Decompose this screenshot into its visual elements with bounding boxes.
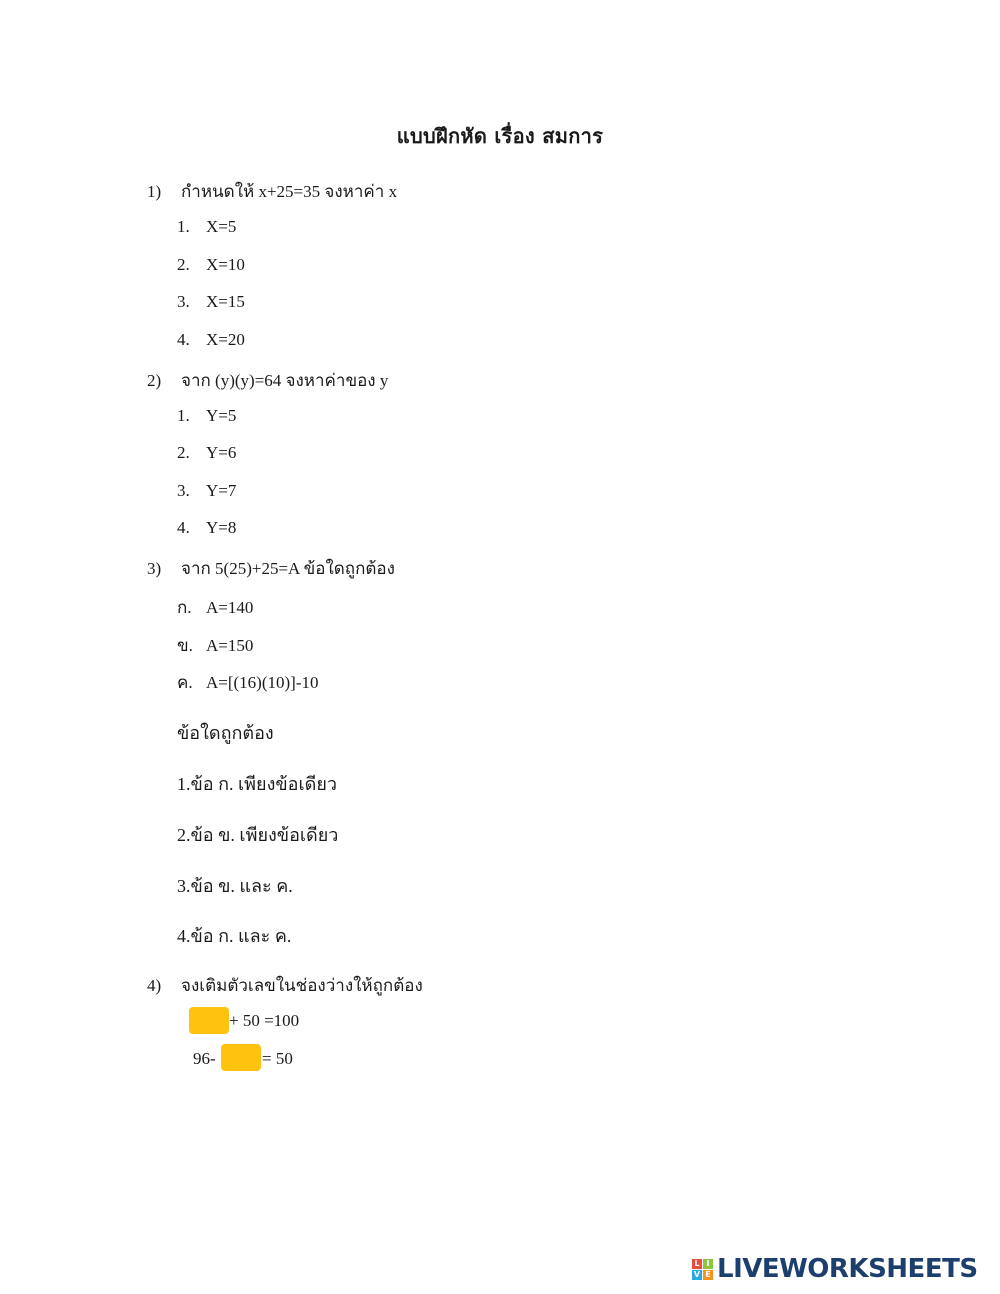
logo-letter: E bbox=[703, 1270, 713, 1280]
question-text: จงเติมตัวเลขในช่องว่างให้ถูกต้อง bbox=[181, 976, 423, 995]
statement-letter: ก. bbox=[177, 598, 192, 617]
option-item[interactable] bbox=[177, 406, 236, 426]
option-number: 1. bbox=[177, 217, 190, 236]
option-number: 3. bbox=[177, 292, 190, 311]
statement-item bbox=[177, 594, 253, 621]
option-number: 2. bbox=[177, 255, 190, 274]
option-item[interactable] bbox=[177, 443, 236, 463]
equation-text: = 50 bbox=[262, 1049, 293, 1068]
statement-item bbox=[177, 669, 319, 696]
option-text: Y=5 bbox=[206, 406, 237, 425]
statement-text: A=[(16)(10)]-10 bbox=[206, 673, 319, 692]
question-4 bbox=[147, 972, 423, 999]
logo-letter: V bbox=[693, 1270, 701, 1279]
liveworksheets-logo[interactable] bbox=[692, 1254, 978, 1284]
option-number: 4. bbox=[177, 330, 190, 349]
option-text: Y=6 bbox=[206, 443, 237, 462]
logo-letter: L bbox=[692, 1259, 702, 1269]
choice-item[interactable]: 2.ข้อ ข. เพียงข้อเดียว bbox=[177, 825, 339, 845]
logo-letter: I bbox=[703, 1259, 713, 1269]
option-number: 3. bbox=[177, 481, 190, 500]
option-item[interactable] bbox=[177, 217, 236, 237]
logo-text: LIVEWORKSHEETS bbox=[717, 1254, 978, 1284]
option-item[interactable] bbox=[177, 518, 236, 538]
page-title: แบบฝึกหัด เรื่อง สมการ bbox=[396, 124, 604, 148]
question-number: 2) bbox=[147, 371, 162, 390]
option-item[interactable] bbox=[177, 255, 245, 275]
option-text: Y=7 bbox=[206, 481, 237, 500]
question-text: จาก 5(25)+25=A ข้อใดถูกต้อง bbox=[181, 559, 395, 578]
option-text: X=15 bbox=[206, 292, 245, 311]
choice-item[interactable]: 3.ข้อ ข. และ ค. bbox=[177, 876, 293, 896]
question-number: 3) bbox=[147, 559, 162, 578]
question-number: 1) bbox=[147, 182, 162, 201]
answer-blank-input[interactable] bbox=[221, 1044, 261, 1071]
question-3 bbox=[147, 555, 395, 582]
option-text: X=10 bbox=[206, 255, 245, 274]
option-item[interactable] bbox=[177, 481, 236, 501]
choice-prompt: ข้อใดถูกต้อง bbox=[177, 723, 274, 743]
choice-item[interactable]: 4.ข้อ ก. และ ค. bbox=[177, 926, 292, 946]
question-text: กำหนดให้ x+25=35 จงหาค่า x bbox=[181, 182, 398, 201]
statement-letter: ข. bbox=[177, 636, 193, 655]
option-number: 1. bbox=[177, 406, 190, 425]
question-1 bbox=[147, 178, 397, 205]
question-2 bbox=[147, 367, 388, 394]
question-number: 4) bbox=[147, 976, 162, 995]
option-number: 2. bbox=[177, 443, 190, 462]
option-text: Y=8 bbox=[206, 518, 237, 537]
option-number: 4. bbox=[177, 518, 190, 537]
statement-text: A=150 bbox=[206, 636, 254, 655]
statement-text: A=140 bbox=[206, 598, 254, 617]
equation-text: 96- bbox=[193, 1049, 216, 1068]
logo-icon bbox=[692, 1259, 713, 1280]
option-text: X=5 bbox=[206, 217, 237, 236]
equation-text: + 50 =100 bbox=[229, 1011, 300, 1030]
choice-item[interactable]: 1.ข้อ ก. เพียงข้อเดียว bbox=[177, 774, 337, 794]
option-item[interactable] bbox=[177, 330, 245, 350]
option-item[interactable] bbox=[177, 292, 245, 312]
statement-item bbox=[177, 632, 253, 659]
question-text: จาก (y)(y)=64 จงหาค่าของ y bbox=[181, 371, 389, 390]
answer-blank-input[interactable] bbox=[189, 1007, 229, 1034]
option-text: X=20 bbox=[206, 330, 245, 349]
statement-letter: ค. bbox=[177, 673, 193, 692]
